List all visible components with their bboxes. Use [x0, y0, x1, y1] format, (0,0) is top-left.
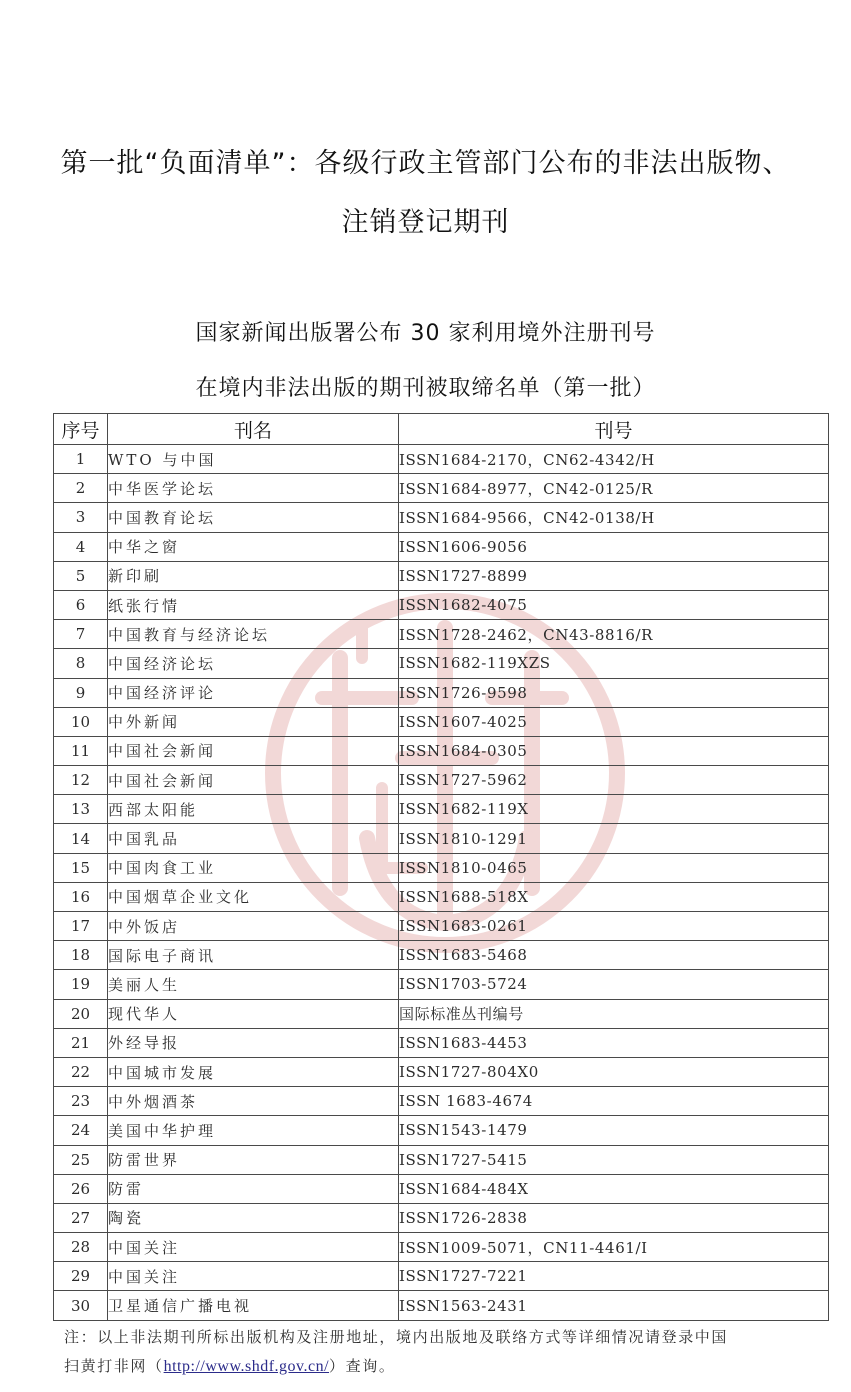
journal-name-cell: 中国教育论坛: [108, 503, 399, 532]
table-row: [54, 1203, 829, 1232]
row-number-cell: 25: [54, 1145, 108, 1174]
journal-name-cell: 美国中华护理: [108, 1116, 399, 1145]
issn-cell: ISSN1810-0465: [399, 853, 829, 882]
issn-cell: ISSN1810-1291: [399, 824, 829, 853]
table-row: [54, 1233, 829, 1262]
journal-name-cell: 中外新闻: [108, 707, 399, 736]
issn-cell: ISSN1684-2170，CN62-4342/H: [399, 445, 829, 474]
row-number-cell: 4: [54, 532, 108, 561]
footnote-line-1: 注：以上非法期刊所标出版机构及注册地址，境内出版地及联络方式等详细情况请登录中国: [64, 1328, 729, 1346]
row-number-cell: 23: [54, 1087, 108, 1116]
table-row: [54, 853, 829, 882]
table-row: [54, 561, 829, 590]
table-title-line-2: 在境内非法出版的期刊被取缔名单（第一批）: [195, 376, 656, 401]
table-row: [54, 882, 829, 911]
table-row: [54, 707, 829, 736]
journal-name-cell: 防雷世界: [108, 1145, 399, 1174]
table-row: [54, 503, 829, 532]
issn-cell: ISSN1684-484X: [399, 1174, 829, 1203]
issn-cell: ISSN1682-4075: [399, 590, 829, 619]
issn-cell: ISSN1684-8977，CN42-0125/R: [399, 474, 829, 503]
journal-name-cell: 中国烟草企业文化: [108, 882, 399, 911]
issn-cell: 国际标准丛刊编号: [399, 999, 829, 1028]
table-row: [54, 941, 829, 970]
row-number-cell: 10: [54, 707, 108, 736]
issn-cell: ISSN1688-518X: [399, 882, 829, 911]
journal-name-cell: 中华之窗: [108, 532, 399, 561]
issn-cell: ISSN1682-119X: [399, 795, 829, 824]
row-number-cell: 16: [54, 882, 108, 911]
issn-cell: ISSN1728-2462，CN43-8816/R: [399, 620, 829, 649]
issn-cell: ISSN1727-8899: [399, 561, 829, 590]
table-header-row: [54, 414, 829, 445]
table-title-line-1: 国家新闻出版署公布 30 家利用境外注册刊号: [195, 321, 656, 346]
row-number-cell: 12: [54, 766, 108, 795]
row-number-cell: 7: [54, 620, 108, 649]
table-row: [54, 766, 829, 795]
row-number-cell: 1: [54, 445, 108, 474]
table-row: [54, 970, 829, 999]
table-row: [54, 795, 829, 824]
table-row: [54, 532, 829, 561]
issn-cell: ISSN1009-5071，CN11-4461/I: [399, 1233, 829, 1262]
table-row: [54, 1262, 829, 1291]
footnote-prefix: 扫黄打非网（: [64, 1357, 164, 1375]
row-number-cell: 5: [54, 561, 108, 590]
issn-cell: ISSN1703-5724: [399, 970, 829, 999]
row-number-cell: 2: [54, 474, 108, 503]
row-number-cell: 19: [54, 970, 108, 999]
document-title-line-1: 第一批“负面清单”：各级行政主管部门公布的非法出版物、: [60, 148, 791, 179]
issn-cell: ISSN1726-2838: [399, 1203, 829, 1232]
journal-name-cell: 中外饭店: [108, 912, 399, 941]
table-row: [54, 1174, 829, 1203]
footnote-line-2: [64, 1355, 834, 1376]
row-number-cell: 30: [54, 1291, 108, 1320]
issn-cell: ISSN1683-5468: [399, 941, 829, 970]
journal-name-cell: 中国社会新闻: [108, 766, 399, 795]
row-number-cell: 13: [54, 795, 108, 824]
issn-cell: ISSN1727-5415: [399, 1145, 829, 1174]
table-row: [54, 999, 829, 1028]
journal-name-cell: 中国乳品: [108, 824, 399, 853]
table-row: [54, 649, 829, 678]
row-number-cell: 29: [54, 1262, 108, 1291]
journal-name-cell: 中国肉食工业: [108, 853, 399, 882]
table-row: [54, 1145, 829, 1174]
issn-cell: ISSN1727-804X0: [399, 1057, 829, 1086]
issn-cell: ISSN1683-4453: [399, 1028, 829, 1057]
issn-cell: ISSN1606-9056: [399, 532, 829, 561]
column-header-journal-name: 刊名: [108, 414, 399, 445]
table-row: [54, 824, 829, 853]
journal-name-cell: 中华医学论坛: [108, 474, 399, 503]
banned-journals-table: [53, 413, 829, 1321]
journal-name-cell: 中外烟酒茶: [108, 1087, 399, 1116]
issn-cell: ISSN1727-7221: [399, 1262, 829, 1291]
row-number-cell: 24: [54, 1116, 108, 1145]
table-row: [54, 620, 829, 649]
issn-cell: ISSN1684-0305: [399, 736, 829, 765]
journal-name-cell: 中国经济评论: [108, 678, 399, 707]
journal-name-cell: 中国城市发展: [108, 1057, 399, 1086]
row-number-cell: 27: [54, 1203, 108, 1232]
document-title-line-2: 注销登记期刊: [341, 207, 510, 238]
column-header-issn: 刊号: [399, 414, 829, 445]
table-row: [54, 474, 829, 503]
footnote-suffix: ）查询。: [329, 1357, 396, 1375]
row-number-cell: 9: [54, 678, 108, 707]
row-number-cell: 11: [54, 736, 108, 765]
row-number-cell: 6: [54, 590, 108, 619]
issn-cell: ISSN1683-0261: [399, 912, 829, 941]
row-number-cell: 18: [54, 941, 108, 970]
table-row: [54, 736, 829, 765]
issn-cell: ISSN 1683-4674: [399, 1087, 829, 1116]
row-number-cell: 26: [54, 1174, 108, 1203]
journal-name-cell: 美丽人生: [108, 970, 399, 999]
table-row: [54, 445, 829, 474]
shdf-website-link[interactable]: http://www.shdf.gov.cn/: [163, 1358, 330, 1375]
journal-name-cell: 中国关注: [108, 1262, 399, 1291]
journal-name-cell: 新印刷: [108, 561, 399, 590]
journal-name-cell: 中国社会新闻: [108, 736, 399, 765]
journal-name-cell: 防雷: [108, 1174, 399, 1203]
journal-name-cell: 现代华人: [108, 999, 399, 1028]
journal-name-cell: 陶瓷: [108, 1203, 399, 1232]
issn-cell: ISSN1684-9566，CN42-0138/H: [399, 503, 829, 532]
issn-cell: ISSN1727-5962: [399, 766, 829, 795]
row-number-cell: 8: [54, 649, 108, 678]
table-row: [54, 590, 829, 619]
table-row: [54, 1116, 829, 1145]
issn-cell: ISSN1682-119XZS: [399, 649, 829, 678]
table-row: [54, 912, 829, 941]
row-number-cell: 22: [54, 1057, 108, 1086]
table-row: [54, 678, 829, 707]
row-number-cell: 17: [54, 912, 108, 941]
issn-cell: ISSN1563-2431: [399, 1291, 829, 1320]
journal-name-cell: WTO 与中国: [108, 445, 399, 474]
table-row: [54, 1291, 829, 1320]
journal-name-cell: 中国经济论坛: [108, 649, 399, 678]
issn-cell: ISSN1607-4025: [399, 707, 829, 736]
table-row: [54, 1057, 829, 1086]
table-row: [54, 1028, 829, 1057]
row-number-cell: 21: [54, 1028, 108, 1057]
journal-name-cell: 西部太阳能: [108, 795, 399, 824]
row-number-cell: 28: [54, 1233, 108, 1262]
issn-cell: ISSN1543-1479: [399, 1116, 829, 1145]
table-row: [54, 1087, 829, 1116]
journal-name-cell: 卫星通信广播电视: [108, 1291, 399, 1320]
row-number-cell: 14: [54, 824, 108, 853]
row-number-cell: 3: [54, 503, 108, 532]
journal-name-cell: 中国教育与经济论坛: [108, 620, 399, 649]
journal-name-cell: 纸张行情: [108, 590, 399, 619]
journal-name-cell: 中国关注: [108, 1233, 399, 1262]
issn-cell: ISSN1726-9598: [399, 678, 829, 707]
row-number-cell: 15: [54, 853, 108, 882]
journal-name-cell: 外经导报: [108, 1028, 399, 1057]
row-number-cell: 20: [54, 999, 108, 1028]
journal-name-cell: 国际电子商讯: [108, 941, 399, 970]
column-header-number: 序号: [54, 414, 108, 445]
